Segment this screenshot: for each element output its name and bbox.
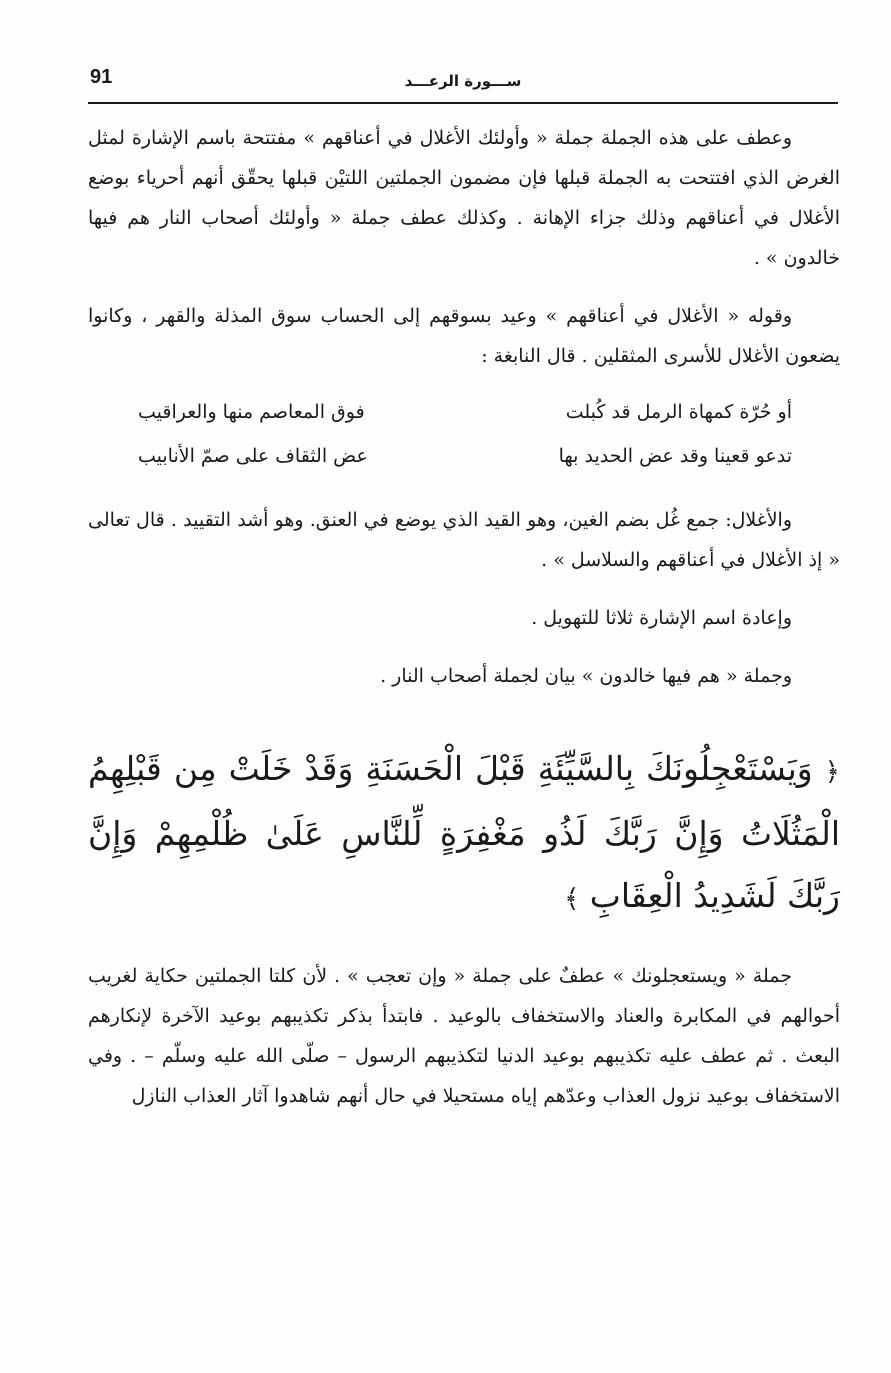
page-body xyxy=(88,118,840,1134)
hemistich-2-first: تدعو قعينا وقد عض الحديد بها xyxy=(558,445,792,467)
page-number: 91 xyxy=(90,66,113,88)
verse-line-1 xyxy=(88,390,840,434)
poetry-block xyxy=(88,390,840,478)
quran-open-bracket: ﴿ xyxy=(824,757,840,787)
verse-line-2 xyxy=(88,434,840,478)
surah-title: ســـورة الرعـــد xyxy=(404,72,522,90)
hemistich-1-first: أو حُرّة كمهاة الرمل قد كُبلت xyxy=(565,401,792,423)
quran-verse xyxy=(88,738,840,930)
paragraph-1: وعطف على هذه الجملة جملة « وأولئك الأغلال في أعناقهم » مفتتحة باسم الإشارة لمثل الغرض الذي افتتحت به الجملة قبلها فإن مضمون الجملتين اللتيْن قبلها يحقّق أنهم أحرياء بوضع الأغلال في أعناقهم وذلك جزاء الإهانة . وكذلك عطف جملة « وأولئك أصحاب النار هم فيها خالدون » . xyxy=(88,127,840,269)
page-header xyxy=(88,62,838,104)
quran-verse-text: وَيَسْتَعْجِلُونَكَ بِالسَّيِّئَةِ قَبْلَ الْحَسَنَةِ وَقَدْ خَلَتْ مِن قَبْلِهِمُ الْمَثُلَاتُ وَإِنَّ رَبَّكَ لَذُو مَغْفِرَةٍ لِّلنَّاسِ عَلَىٰ ظُلْمِهِمْ وَإِنَّ رَبَّكَ لَشَدِيدُ الْعِقَابِ xyxy=(88,749,840,915)
paragraph-6: جملة « ويستعجلونك » عطفٌ على جملة « وإن تعجب » . لأن كلتا الجملتين حكاية لغريب أحوالهم في المكابرة والعناد والاستخفاف بالوعيد . فابتدأ بذكر تكذيبهم بوعيد الآخرة لإنكارهم البعث . ثم عطف عليه تكذيبهم بوعيد الدنيا لتكذيبهم الرسول – صلّى الله عليه وسلّم – . وفي الاستخفاف بوعيد نزول العذاب وعدّهم إياه مستحيلا في حال أنهم شاهدوا آثار العذاب النازل xyxy=(88,965,840,1107)
hemistich-2-second: عض الثقاف على صمّ الأنابيب xyxy=(138,445,368,467)
paragraph-2: وقوله « الأغلال في أعناقهم » وعيد بسوقهم إلى الحساب سوق المذلة والقهر ، وكانوا يضعون الأغلال للأسرى المثقلين . قال النابغة : xyxy=(88,305,840,367)
quran-close-bracket: ﴾ xyxy=(564,884,580,914)
paragraph-4: وإعادة اسم الإشارة ثلاثا للتهويل . xyxy=(531,607,792,629)
paragraph-5: وجملة « هم فيها خالدون » بيان لجملة أصحاب النار . xyxy=(380,665,792,687)
hemistich-1-second: فوق المعاصم منها والعراقيب xyxy=(138,401,365,423)
paragraph-3: والأغلال: جمع غُل بضم الغين، وهو القيد الذي يوضع في العنق. وهو أشد التقييد . قال تعالى « إذ الأغلال في أعناقهم والسلاسل » . xyxy=(88,509,840,571)
